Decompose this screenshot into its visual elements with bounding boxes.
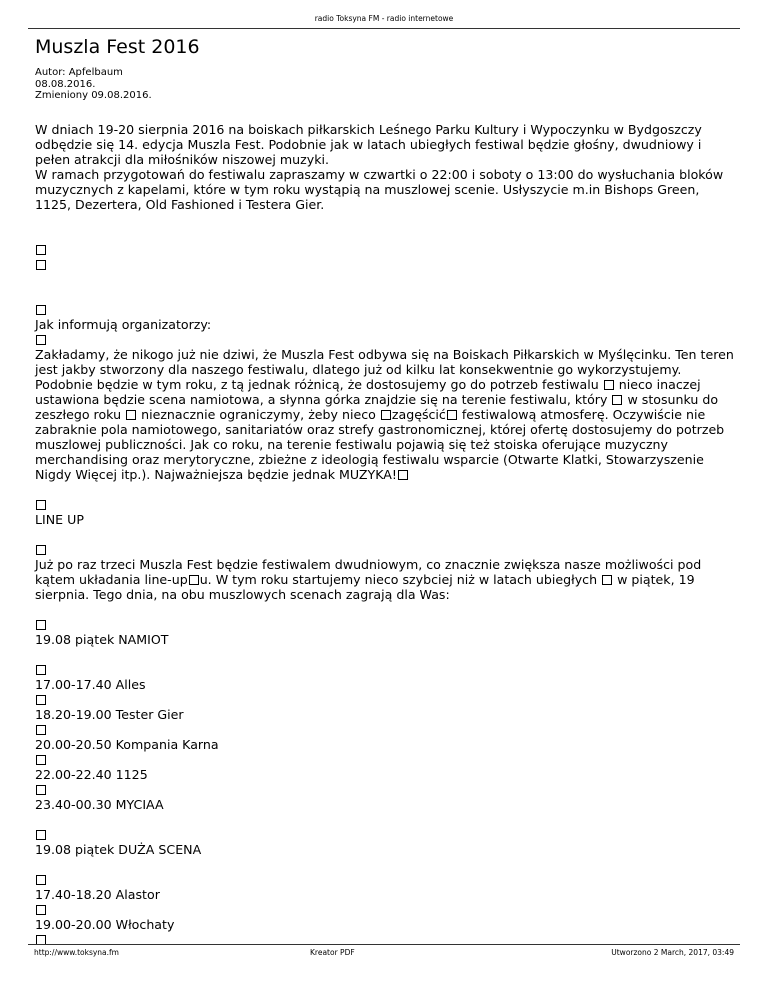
organizers-paragraph: Zakładamy, że nikogo już nie dziwi, że Muszla Fest odbywa się na Boiskach Piłkarskich w Myślęcinku. Ten teren jest jakby stworzony dla naszego festiwalu, dlatego już od kilku lat konsekwentnie go wykorzystujemy. Podobnie będzie w tym roku, z tą jednak różnicą, że dostosujemy go do potrzeb festiwalu nieco inaczej ustawiona będzie scena namiotowa, a słynna górka znajdzie się na terenie festiwalu, który w stosunku do zeszłego roku nieznacznie ograniczymy, żeby nieco zagęścić festiwalową atmosferę. Oczywiście nie zabraknie pola namiotowego, sanitariatów oraz strefy gastronomicznej, której ofertę dostosujemy do potrzeb muszlowej publiczności. Jak co roku, na terenie festiwalu pojawią się też stoiska oferujące muzyczny merchandising oraz merytoryczne, zbieżne z ideologią festiwalu wsparcie (Otwarte Klatki, Stowarzyszenie Nigdy Więcej itp.). Najważniejsza będzie jednak MUZYKA! [35, 347, 734, 482]
missing-char-icon [398, 470, 408, 480]
site-name: radio Toksyna FM - radio internetowe [314, 14, 454, 23]
missing-image-icon [36, 305, 46, 315]
organizers-intro: Jak informują organizatorzy: [35, 317, 212, 332]
missing-image-icon [36, 245, 46, 255]
missing-char-icon [36, 755, 46, 765]
missing-char-icon [36, 500, 46, 510]
lineup-heading: LINE UP [35, 512, 84, 527]
footer-url[interactable]: http://www.toksyna.fm [34, 948, 119, 957]
site-header [28, 14, 740, 29]
missing-char-icon [36, 905, 46, 915]
lineup-item: 20.00-20.50 Kompania Karna [35, 737, 219, 752]
lineup-paragraph: Już po raz trzeci Muszla Fest będzie festiwalem dwudniowym, co znacznie zwiększa nasze możliwości pod kątem układania line-up u. W tym roku startujemy nieco szybciej niż w latach ubiegłych w piątek, 19 sierpnia. Tego dnia, na obu muszlowych scenach zagrają dla Was: [35, 557, 702, 602]
missing-char-icon [36, 620, 46, 630]
missing-char-icon [381, 410, 391, 420]
footer-created: Utworzono 2 March, 2017, 03:49 [611, 948, 734, 957]
lineup-item: 19.00-20.00 Włochaty [35, 917, 175, 932]
page-footer [28, 944, 740, 960]
lineup-item: 22.00-22.40 1125 [35, 767, 148, 782]
missing-image-icon [36, 260, 46, 270]
stage1-heading: 19.08 piątek NAMIOT [35, 632, 169, 647]
missing-char-icon [126, 410, 136, 420]
missing-char-icon [36, 785, 46, 795]
missing-char-icon [36, 725, 46, 735]
lineup-item: 17.40-18.20 Alastor [35, 887, 160, 902]
author: Autor: Apfelbaum [35, 67, 123, 78]
stage2-heading: 19.08 piątek DUŻA SCENA [35, 842, 202, 857]
footer-generator: Kreator PDF [310, 948, 355, 957]
publish-date: 08.08.2016. [35, 78, 96, 90]
missing-char-icon [189, 575, 199, 585]
missing-char-icon [36, 875, 46, 885]
missing-char-icon [612, 395, 622, 405]
missing-char-icon [447, 410, 457, 420]
missing-char-icon [36, 695, 46, 705]
lineup-item: 23.40-00.30 MYCIAA [35, 797, 164, 812]
missing-char-icon [36, 665, 46, 675]
missing-char-icon [36, 335, 46, 345]
missing-char-icon [36, 830, 46, 840]
lineup-item: 17.00-17.40 Alles [35, 677, 146, 692]
article-meta [35, 67, 152, 102]
missing-char-icon [36, 545, 46, 555]
modified-date: Zmieniony 09.08.2016. [35, 90, 152, 101]
lineup-item: 18.20-19.00 Tester Gier [35, 707, 184, 722]
article-body [35, 122, 735, 947]
missing-char-icon [602, 575, 612, 585]
intro-paragraph: W dniach 19-20 sierpnia 2016 na boiskach piłkarskich Leśnego Parku Kultury i Wypoczynku w Bydgoszczy odbędzie się 14. edycja Muszla Fest. Podobnie jak w latach ubiegłych festiwal będzie głośny, dwudniowy i pełen atrakcji dla miłośników niszowej muzyki. W ramach przygotowań do festiwalu zapraszamy w czwartki o 22:00 i soboty o 13:00 do wysłuchania bloków muzycznych z kapelami, które w tym roku wystąpią na muszlowej scenie. Usłyszycie m.in Bishops Green, 1125, Dezertera, Old Fashioned i Testera Gier. [35, 122, 724, 212]
page-title: Muszla Fest 2016 [35, 36, 200, 58]
missing-char-icon [604, 380, 614, 390]
